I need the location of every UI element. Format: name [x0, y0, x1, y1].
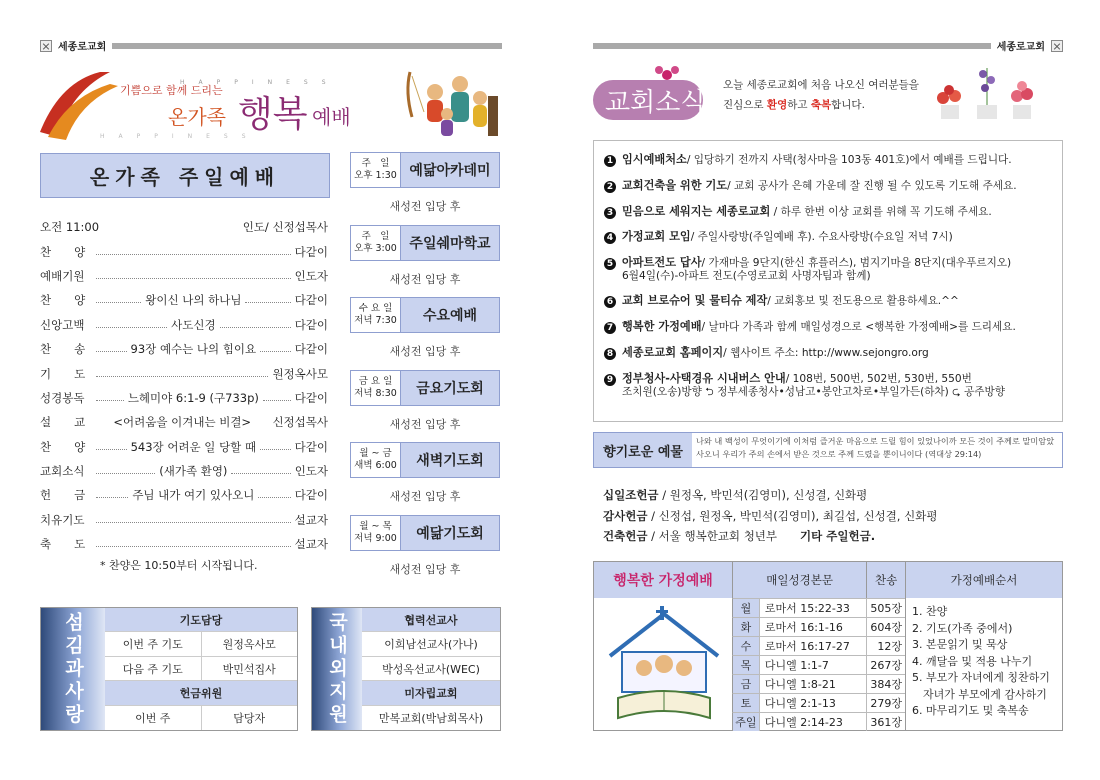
cell: 이희남선교사(가나)	[384, 638, 478, 652]
schedule-time	[351, 153, 401, 187]
family-hymn: 279장	[866, 694, 905, 712]
dots	[231, 468, 290, 474]
schedule-day: 주 일	[361, 230, 390, 242]
schedule-note: 새성전 입당 후	[389, 562, 461, 576]
family-day: 화	[733, 618, 759, 636]
banner-arc-text2: HAPPINESS	[100, 133, 260, 140]
schedule-time	[351, 298, 401, 332]
family-bible: 다니엘 1:8-21	[759, 675, 866, 693]
family-day: 금	[733, 675, 759, 693]
notice-body	[622, 205, 992, 219]
notice-title: 가정교회 모임	[622, 230, 691, 244]
family-order-item: 4. 깨달음 및 적용 나누기	[912, 654, 1033, 668]
missionary-row	[362, 657, 500, 681]
schedule-hour: 저녁 8:30	[354, 387, 397, 399]
notice-number: 6	[604, 296, 616, 308]
mission-vertical-label: 국내외지원	[312, 608, 362, 730]
order-leader: 다같이	[294, 244, 328, 259]
notice-item	[604, 230, 1056, 256]
order-row	[40, 435, 328, 459]
order-leader: 다같이	[294, 439, 328, 454]
order-label: 설 교	[40, 415, 86, 430]
notice-body	[622, 256, 1011, 283]
family-hymn: 361장	[866, 713, 905, 731]
cell: 담당자	[233, 711, 266, 725]
notice-number-icon	[604, 372, 622, 386]
order-mid: <어려움을 이겨내는 비결>	[113, 415, 252, 430]
notice-item	[604, 153, 1056, 179]
order-mid: (새가족 환영)	[159, 464, 228, 479]
notice-text2: 조치원(오송)방향 ⮌ 정부세종청사•성남고•봉안고차로•부일가든(하차) ⮎ 공주방향	[622, 385, 1005, 398]
order-row	[40, 239, 328, 263]
order-leader: 인도자	[294, 268, 328, 283]
family-row	[732, 674, 905, 693]
family-row	[732, 617, 905, 636]
family-worship-table	[593, 561, 1063, 731]
notice-text: / 108번, 500번, 502번, 530번, 550번	[785, 372, 972, 385]
schedule-header	[350, 442, 500, 478]
missionary-header: 협력선교사	[362, 608, 500, 632]
order-leader: 다같이	[294, 488, 329, 503]
notice-text: / 가재마을 9단지(한신 휴플러스), 범지기마을 8단지(대우푸르지오)	[701, 257, 1012, 270]
order-leader: 다같이	[294, 293, 329, 308]
order-leader: 인도자	[294, 464, 329, 479]
schedule-day: 주 일	[361, 158, 390, 169]
cell: 이번 주	[105, 706, 202, 730]
schedule-block	[350, 370, 500, 443]
family-hymn: 267장	[866, 656, 905, 674]
schedule-name: 주일쉐마학교	[409, 235, 491, 252]
schedule-hour: 저녁 9:00	[354, 532, 397, 544]
service-vertical-label: 섬김과사랑	[41, 608, 105, 730]
family-left	[594, 562, 732, 730]
family-row	[732, 693, 905, 712]
family-clay-figures-icon	[408, 72, 498, 136]
family-hymn: 384장	[866, 675, 905, 693]
notice-body	[622, 346, 929, 360]
banner-small1: 온가족	[168, 105, 226, 129]
schedule-column	[350, 152, 500, 588]
order-mid: 주님 내가 여기 있사오니	[132, 488, 255, 503]
corner-icon	[1051, 40, 1063, 52]
family-day: 월	[733, 599, 759, 617]
schedule-name: 새벽기도회	[416, 453, 484, 470]
dots	[220, 322, 291, 328]
schedule-note: 새성전 입당 후	[389, 490, 461, 504]
notice-title: 임시예배처소	[622, 153, 687, 166]
header-bar	[593, 43, 991, 49]
schedule-note: 새성전 입당 후	[389, 200, 461, 213]
order-row	[40, 288, 328, 312]
service-table	[40, 607, 298, 731]
left-header	[40, 38, 502, 53]
family-day: 목	[733, 656, 759, 674]
order-row	[40, 459, 328, 483]
worship-order-list	[40, 215, 328, 556]
schedule-name: 수요예배	[422, 308, 478, 325]
verse-label: 향기로운 예물	[594, 433, 692, 467]
dots	[96, 297, 141, 303]
order-label: 찬 송	[40, 342, 86, 357]
schedule-time	[351, 516, 401, 550]
schedule-day: 금 요 일	[358, 375, 393, 387]
notice-number-icon	[604, 320, 622, 334]
notice-number-icon	[604, 256, 622, 270]
notice-text: / 날마다 가족과 함께 매일성경으로 <행복한 가정예배>를 드리세요.	[701, 320, 1016, 333]
schedule-block	[350, 442, 500, 515]
flower-pots-icon	[937, 68, 1033, 119]
dots	[96, 541, 291, 547]
verse-text: 나와 내 백성이 무엇이기에 이처럼 즐거운 마음으로 드릴 힘이 있었나이까 모든 것이 주께로 말미암았사오니 우리가 주의 손에서 받은 것으로 주께 드렸을 뿐이니이다 (역대상 29:14)	[696, 436, 1055, 459]
offering-list	[603, 485, 937, 547]
welcome-line1: 오늘 세종로교회에 처음 나오신 여러분들을	[723, 79, 919, 91]
notice-number: 9	[604, 374, 616, 386]
schedule-header	[350, 370, 500, 406]
family-bible: 다니엘 1:1-7	[759, 656, 866, 674]
notice-item	[604, 205, 1056, 231]
prayer-row-next-week	[105, 657, 297, 681]
family-hymn: 604장	[866, 618, 905, 636]
notice-number: 4	[604, 232, 616, 244]
family-day: 주일	[733, 713, 759, 731]
schedule-name: 예닮아카데미	[409, 163, 491, 179]
family-bible: 로마서 16:17-27	[759, 637, 866, 655]
notice-title: 행복한 가정예배	[622, 319, 702, 333]
corner-icon	[40, 40, 52, 52]
notice-number: 3	[604, 207, 616, 219]
order-label: 오전 11:00	[40, 220, 100, 235]
dots	[96, 249, 291, 255]
schedule-hour: 오후 1:30	[354, 170, 397, 181]
family-day: 수	[733, 637, 759, 655]
order-label: 찬 양	[40, 244, 86, 259]
order-label: 축 도	[40, 537, 86, 552]
notice-text: / 입당하기 전까지 사택(청사마을 103동 401호)에서 예배를 드립니다.	[686, 154, 1012, 166]
dots	[258, 492, 290, 498]
schedule-header	[350, 515, 500, 551]
order-leader: 다같이	[294, 317, 329, 332]
verse-box	[593, 432, 1063, 468]
dots	[96, 468, 155, 474]
order-label: 찬 양	[40, 439, 86, 454]
notice-number-icon	[604, 230, 622, 244]
family-order-header: 가정예배순서	[906, 562, 1062, 598]
notice-item	[604, 320, 1056, 346]
dots	[96, 395, 124, 401]
offering-row	[105, 706, 297, 730]
notice-text: / 주일사랑방(주일예배 후). 수요사랑방(수요일 저녁 7시)	[690, 231, 953, 244]
offering-type: 십일조헌금	[603, 488, 659, 502]
notice-number: 7	[604, 322, 616, 334]
order-leader: 설교자	[294, 537, 328, 552]
banner-big: 행복	[238, 94, 308, 135]
notice-body	[622, 179, 1017, 193]
family-order-item: 6. 마무리기도 및 축복송	[912, 704, 1029, 717]
schedule-time	[351, 443, 401, 477]
family-bible: 다니엘 2:14-23	[759, 713, 866, 731]
offering-names: / 서울 행복한교회 청년부	[647, 529, 801, 543]
notice-number: 5	[604, 258, 616, 270]
prayer-header: 기도담당	[105, 608, 297, 632]
notice-body	[622, 372, 1005, 399]
schedule-day: 월 ~ 목	[359, 520, 392, 532]
header-bar	[112, 43, 502, 49]
order-mid: 93장 예수는 나의 힘이요	[130, 342, 257, 357]
notice-number: 2	[604, 181, 616, 193]
dots	[96, 444, 127, 450]
flower-icon	[655, 66, 679, 80]
church-family-icon	[600, 606, 728, 726]
welcome-line2: 진심으로 환영하고 축복합니다.	[723, 99, 865, 111]
schedule-block	[350, 515, 500, 588]
schedule-day: 월 ~ 금	[359, 448, 392, 460]
family-order-item: 2. 기도(가족 중에서)	[912, 621, 1013, 635]
order-row	[40, 361, 328, 385]
order-row	[40, 410, 328, 434]
offering-row	[603, 485, 937, 506]
right-header	[593, 38, 1063, 53]
dots	[263, 395, 291, 401]
family-title: 행복한 가정예배	[594, 562, 732, 598]
schedule-hour: 오후 3:00	[354, 242, 397, 254]
schedule-time	[351, 226, 401, 260]
family-order-item: 3. 본문읽기 및 묵상	[912, 638, 1008, 651]
schedule-header	[350, 297, 500, 333]
schedule-header	[350, 225, 500, 261]
col-hymn: 찬송	[866, 562, 905, 598]
offering-row	[603, 526, 937, 547]
schedule-day: 수 요 일	[358, 303, 393, 315]
order-leader: 설교자	[294, 512, 328, 527]
family-bible-table	[732, 562, 905, 730]
dots	[260, 346, 291, 352]
family-order-list	[906, 598, 1062, 720]
order-mid: 543장 어려운 일 당할 때	[130, 439, 257, 454]
notice-number-icon	[604, 153, 622, 167]
notice-body	[622, 230, 953, 244]
schedule-block	[350, 152, 500, 225]
family-row	[732, 712, 905, 731]
family-table-header	[732, 562, 905, 598]
notice-text: / 교회홍보 및 전도용으로 활용하세요.^^	[767, 295, 959, 308]
cell: 박민석집사	[222, 662, 276, 676]
notice-item	[604, 372, 1056, 410]
banner-top-text: 기쁨으로 함께 드리는	[120, 84, 223, 97]
order-label: 치유기도	[40, 512, 85, 527]
schedule-note: 새성전 입당 후	[389, 345, 461, 359]
offering-type: 건축헌금	[603, 529, 648, 543]
notice-number-icon	[604, 346, 622, 360]
notice-item	[604, 294, 1056, 320]
header-church-name: 세종로교회	[58, 42, 107, 53]
offering-type: 감사헌금	[603, 508, 648, 523]
news-banner	[593, 60, 1053, 130]
order-label: 성경봉독	[40, 390, 85, 405]
dots	[96, 273, 291, 279]
church-row	[362, 706, 500, 730]
notice-text: / 하루 한번 이상 교회를 위해 꼭 기도해 주세요.	[770, 205, 992, 218]
notice-body	[622, 294, 959, 308]
schedule-hour: 새벽 6:00	[354, 460, 397, 472]
order-row	[40, 508, 328, 532]
schedule-name: 예닮기도회	[416, 525, 484, 542]
notice-item	[604, 179, 1056, 205]
missionary-row	[362, 632, 500, 656]
dots	[96, 371, 268, 377]
notice-number: 8	[604, 348, 616, 360]
schedule-hour: 저녁 7:30	[354, 315, 397, 327]
notice-text: / 웹사이트 주소: http://www.sejongro.org	[723, 346, 929, 359]
family-row	[732, 598, 905, 617]
banner-small2: 예배	[312, 105, 351, 129]
schedule-block	[350, 297, 500, 370]
cell: 다음 주 기도	[105, 657, 202, 680]
dots	[245, 297, 290, 303]
offering-row	[603, 506, 937, 527]
order-label: 신앙고백	[40, 317, 85, 332]
schedule-block	[350, 225, 500, 298]
order-mid: 왕이신 나의 하나님	[145, 293, 242, 308]
header-church-name: 세종로교회	[996, 42, 1045, 53]
family-day: 토	[733, 694, 759, 712]
notice-list	[593, 140, 1063, 422]
order-label: 교회소식	[40, 464, 85, 479]
family-hymn: 12장	[866, 637, 905, 655]
notice-title: 교회건축을 위한 기도	[622, 178, 728, 192]
notice-title: 세종로교회 홈페이지	[622, 345, 724, 359]
order-row	[40, 313, 328, 337]
order-leader: 다같이	[294, 342, 329, 357]
prayer-row-this-week	[105, 632, 297, 656]
schedule-note: 새성전 입당 후	[389, 417, 461, 431]
notice-number: 1	[604, 155, 616, 167]
happy-worship-banner	[40, 62, 500, 142]
cell: 원정옥사모	[222, 638, 276, 652]
notice-title: 교회 브로슈어 및 물티슈 제작	[622, 294, 768, 308]
order-row	[40, 532, 328, 556]
news-title: 교회소식	[605, 88, 706, 118]
offering-extra: 기타 주일헌금.	[800, 529, 876, 543]
notice-body	[622, 320, 1016, 334]
order-row	[40, 264, 328, 288]
order-label: 기 도	[40, 366, 86, 381]
family-order-item: 1. 찬양	[912, 605, 948, 618]
dots	[96, 492, 128, 498]
offering-names: / 원정옥, 박민석(김영미), 신성결, 신화평	[658, 488, 868, 502]
family-order-item: 5. 부모가 자녀에게 칭찬하기	[912, 671, 1050, 684]
dots	[96, 322, 167, 328]
notice-number-icon	[604, 179, 622, 193]
notice-title: 정부청사-사택경유 시내버스 안내	[622, 371, 786, 385]
order-leader: 원정옥사모	[272, 366, 328, 381]
offering-names: / 신정섭, 원정옥, 박민석(김영미), 최길섭, 신성결, 신화평	[647, 508, 938, 523]
order-label: 헌 금	[40, 488, 86, 503]
notice-body	[622, 153, 1012, 167]
dots	[96, 517, 291, 523]
mission-table	[311, 607, 501, 731]
col-bible: 매일성경본문	[766, 573, 833, 587]
schedule-name: 금요기도회	[416, 380, 484, 397]
cell: 박성옥선교사(WEC)	[382, 662, 480, 676]
notice-title: 아파트전도 답사	[622, 256, 702, 270]
cell: 만복교회(박남희목사)	[378, 711, 484, 725]
offering-header: 헌금위원	[105, 681, 297, 705]
family-row	[732, 655, 905, 674]
family-order-item: 자녀가 부모에게 감사하기	[912, 687, 1047, 701]
notice-item	[604, 256, 1056, 294]
family-hymn: 505장	[866, 599, 905, 617]
order-mid: 느헤미야 6:1-9 (구733p)	[127, 390, 259, 405]
notice-title: 믿음으로 세워지는 세종로교회	[622, 204, 771, 218]
order-row	[40, 386, 328, 410]
order-leader: 인도/ 신정섭목사	[242, 220, 328, 235]
order-label: 찬 양	[40, 293, 86, 308]
dots	[260, 444, 291, 450]
order-row	[40, 215, 328, 239]
family-bible: 로마서 16:1-16	[759, 618, 866, 636]
family-row	[732, 636, 905, 655]
church-header: 미자립교회	[362, 681, 500, 705]
notice-number-icon	[604, 294, 622, 308]
dots	[96, 346, 127, 352]
order-mid: 사도신경	[171, 317, 216, 332]
schedule-header	[350, 152, 500, 188]
banner-arc-text: HAPPINESS	[180, 79, 340, 86]
order-leader: 신정섭목사	[272, 415, 328, 430]
sunday-worship-title: 온가족 주일예배	[40, 153, 330, 198]
order-row	[40, 483, 328, 507]
order-row	[40, 337, 328, 361]
order-note: * 찬양은 10:50부터 시작됩니다.	[100, 559, 258, 572]
notice-text: / 교회 공사가 은혜 가운데 잘 진행 될 수 있도록 기도해 주세요.	[727, 179, 1017, 192]
schedule-time	[351, 371, 401, 405]
cell: 이번 주 기도	[105, 632, 202, 655]
family-bible: 로마서 15:22-33	[759, 599, 866, 617]
notice-item	[604, 346, 1056, 372]
schedule-note: 새성전 입당 후	[389, 272, 461, 286]
family-bible: 다니엘 2:1-13	[759, 694, 866, 712]
order-label: 예배기원	[40, 268, 85, 283]
order-leader: 다같이	[294, 390, 329, 405]
family-order	[905, 562, 1062, 730]
notice-text2: 6월4일(수)-아파트 전도(수영로교회 사명자팀과 함께)	[622, 270, 871, 283]
notice-number-icon	[604, 205, 622, 219]
